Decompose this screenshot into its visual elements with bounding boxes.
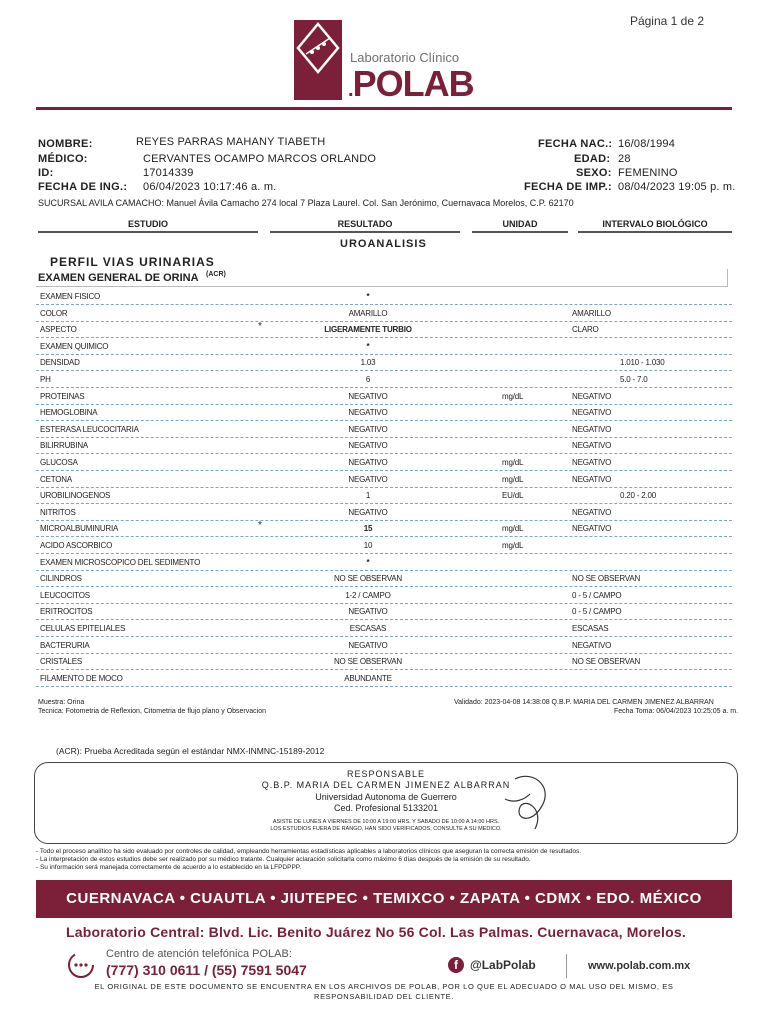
row-result: 1-2 / CAMPO (345, 590, 391, 600)
fecha-ing-value: 06/04/2023 10:17:46 a. m. (143, 181, 277, 193)
exam-title: EXAMEN GENERAL DE ORINA (38, 272, 199, 284)
nombre-label: NOMBRE: (38, 138, 93, 150)
phone-icon (66, 950, 96, 985)
sexo-value: FEMENINO (618, 167, 678, 179)
row-reference: NEGATIVO (572, 507, 612, 517)
table-row (36, 339, 732, 355)
facebook-handle[interactable]: @LabPolab (470, 958, 536, 972)
row-result: 1.03 (360, 358, 376, 368)
table-row (36, 538, 732, 554)
row-result: * (366, 292, 370, 301)
row-reference: NEGATIVO (572, 524, 612, 534)
row-study-name: BILIRRUBINA (40, 441, 89, 451)
exam-title-row (36, 269, 728, 287)
row-study-name: CILINDROS (40, 574, 82, 584)
table-row (36, 604, 732, 620)
header-divider (36, 107, 732, 110)
row-reference: CLARO (572, 325, 599, 335)
row-unit: mg/dL (502, 391, 524, 401)
row-result: NEGATIVO (348, 640, 388, 650)
row-result: NEGATIVO (348, 441, 388, 451)
row-study-name: EXAMEN FISICO (40, 292, 101, 301)
row-range: 1.010 - 1.030 (620, 358, 665, 368)
fecha-nac-label: FECHA NAC.: (538, 138, 613, 150)
nombre-value: REYES PARRAS MAHANY TIABETH (136, 136, 326, 148)
section-title: UROANALISIS (340, 238, 427, 250)
table-row (36, 588, 732, 604)
row-study-name: EXAMEN MICROSCOPICO DEL SEDIMENTO (40, 557, 201, 567)
row-flag-star: * (258, 520, 262, 532)
row-study-name: CELULAS EPITELIALES (40, 624, 126, 633)
medico-value: CERVANTES OCAMPO MARCOS ORLANDO (143, 153, 377, 165)
acr-note: (ACR): Prueba Acreditada según el estándar NMX-INMNC-15189-2012 (56, 746, 325, 756)
table-row (36, 521, 732, 537)
footer-text: EL ORIGINAL DE ESTE DOCUMENTO SE ENCUENTRA EN LOS ARCHIVOS DE POLAB, POR LO QUE EL ADECUADO O MAL USO DEL MISMO, ES RESPONSABILIDAD DEL CLIENTE. (94, 982, 674, 1001)
table-row (36, 488, 732, 504)
header-estudio: ESTUDIO (38, 219, 258, 233)
responsable-box (34, 762, 738, 844)
fecha-toma: Fecha Toma: 06/04/2023 10:25:05 a. m. (614, 708, 739, 715)
table-row (36, 306, 732, 322)
header-resultado: RESULTADO (270, 219, 460, 233)
row-unit: mg/dL (502, 474, 524, 484)
logo-subtitle: Laboratorio Clínico (350, 50, 460, 65)
row-result: NEGATIVO (348, 607, 388, 617)
logo-mark-icon (294, 20, 342, 100)
row-result: NEGATIVO (348, 424, 388, 434)
row-result: NEGATIVO (348, 408, 388, 418)
table-row (36, 372, 732, 388)
row-reference: NEGATIVO (572, 458, 612, 467)
responsable-ced: Ced. Profesional 5133201 (333, 803, 439, 813)
row-study-name: ERITROCITOS (40, 607, 93, 617)
table-row (36, 638, 732, 654)
row-range: 5.0 - 7.0 (620, 375, 648, 384)
row-result: 10 (363, 541, 373, 550)
responsable-title: RESPONSABLE (346, 769, 426, 779)
table-row (36, 472, 732, 488)
table-row (36, 405, 732, 421)
row-result: 15 (363, 524, 373, 534)
row-range: 0.20 - 2.00 (620, 491, 657, 501)
sexo-label: SEXO: (576, 167, 612, 179)
row-study-name: PROTEINAS (40, 391, 85, 401)
edad-value: 28 (618, 153, 631, 165)
row-flag-star: * (258, 321, 262, 333)
row-study-name: ASPECTO (40, 325, 77, 335)
row-reference: NO SE OBSERVAN (572, 574, 641, 584)
row-study-name: ESTERASA LEUCOCITARIA (40, 424, 139, 434)
row-result: AMARILLO (348, 308, 388, 318)
row-result: NO SE OBSERVAN (333, 657, 403, 667)
note-2: - La interpretación de estos estudios debe ser realizado por su médico tratante. Cualquier aclaración solicitarla como máximo 6 días después de la emisión de su resultado. (36, 856, 531, 863)
note-3: - Su información será manejada correctamente de acuerdo a lo establecido en la LFPDPPP. (36, 864, 302, 871)
row-study-name: HEMOGLOBINA (40, 408, 98, 418)
polab-logo (294, 20, 484, 104)
row-study-name: MICROALBUMINURIA (40, 524, 119, 534)
cities-band: CUERNAVACA • CUAUTLA • JIUTEPEC • TEMIXCO • ZAPATA • CDMX • EDO. MÉXICO (36, 880, 732, 918)
row-unit: mg/dL (502, 458, 524, 467)
id-label: ID: (38, 167, 54, 179)
header-unidad: UNIDAD (472, 219, 568, 233)
fecha-imp-value: 08/04/2023 19:05 p. m. (618, 181, 736, 193)
table-row (36, 355, 732, 371)
row-reference: NEGATIVO (572, 424, 612, 434)
row-study-name: CRISTALES (40, 657, 83, 667)
responsable-name: Q.B.P. MARIA DEL CARMEN JIMENEZ ALBARRAN (261, 780, 511, 790)
row-study-name: CETONA (40, 474, 72, 484)
row-study-name: COLOR (40, 308, 68, 318)
row-reference: NEGATIVO (572, 441, 612, 451)
row-reference: NEGATIVO (572, 408, 612, 418)
row-result: NEGATIVO (348, 391, 388, 401)
tecnica: Tecnica: Fotometria de Reflexion, Citometria de flujo plano y Observacion (38, 708, 266, 715)
facebook-icon: f (448, 957, 464, 973)
row-study-name: ACIDO ASCORBICO (40, 541, 113, 550)
muestra: Muestra: Orina (38, 699, 85, 706)
row-reference: 0 - 5 / CAMPO (572, 607, 622, 617)
row-reference: NEGATIVO (572, 391, 612, 401)
signature-icon (485, 769, 565, 839)
table-row (36, 289, 732, 305)
page-number: Página 1 de 2 (629, 14, 704, 28)
row-reference: AMARILLO (572, 308, 611, 318)
table-row (36, 671, 732, 687)
profile-title: PERFIL VIAS URINARIAS (50, 255, 215, 269)
phone-label: Centro de atención telefónica POLAB: (106, 948, 292, 960)
table-row (36, 422, 732, 438)
fecha-ing-label: FECHA DE ING.: (38, 181, 128, 193)
id-value: 17014339 (143, 167, 194, 179)
row-reference: 0 - 5 / CAMPO (572, 590, 622, 600)
table-row (36, 389, 732, 405)
central-address: Laboratorio Central: Blvd. Lic. Benito Juárez No 56 Col. Las Palmas. Cuernavaca, Morelos. (66, 924, 686, 940)
responsable-uni: Universidad Autonoma de Guerrero (315, 792, 457, 802)
disclaimer-notes (36, 848, 581, 872)
table-row (36, 571, 732, 587)
header-intervalo: INTERVALO BIOLÓGICO (578, 219, 732, 233)
row-study-name: UROBILINOGENOS (40, 491, 111, 501)
row-study-name: PH (40, 375, 51, 384)
row-result: ESCASAS (349, 624, 387, 633)
row-result: 6 (365, 375, 371, 384)
table-row (36, 555, 732, 571)
table-row (36, 438, 732, 454)
table-row (36, 505, 732, 521)
row-study-name: NITRITOS (40, 507, 76, 517)
note-1: - Todo el proceso analítico ha sido evaluado por controles de calidad, empleando herramientas estadísticas aplicables a laboratorios clínicos que aseguran la correcta emisión de resultados. (36, 848, 582, 855)
row-reference: NEGATIVO (572, 474, 612, 484)
row-study-name: EXAMEN QUIMICO (40, 341, 109, 351)
row-result: 1 (365, 491, 371, 501)
row-reference: NEGATIVO (572, 640, 612, 650)
edad-label: EDAD: (574, 153, 611, 165)
row-study-name: DENSIDAD (40, 358, 80, 368)
row-result: NEGATIVO (348, 474, 388, 484)
row-study-name: FILAMENTO DE MOCO (40, 673, 123, 683)
validado: Validado: 2023-04-08 14:38:08 Q.B.P. MARIA DEL CARMEN JIMENEZ ALBARRAN (454, 699, 714, 706)
row-study-name: BACTERURIA (40, 640, 90, 650)
sucursal-address: SUCURSAL AVILA CAMACHO: Manuel Ávila Camacho 274 local 7 Plaza Laurel. Col. San Jerónimo, Cuernavaca Morelos, C.P. 62170 (38, 198, 574, 208)
row-result: NO SE OBSERVAN (333, 574, 403, 584)
row-unit: mg/dL (502, 541, 524, 550)
fecha-nac-value: 16/08/1994 (618, 138, 676, 150)
row-study-name: LEUCOCITOS (40, 590, 90, 600)
row-result: * (366, 557, 370, 567)
medico-label: MÉDICO: (38, 153, 88, 165)
row-unit: EU/dL (502, 491, 524, 501)
table-row (36, 455, 732, 471)
row-unit: mg/dL (502, 524, 524, 534)
exam-title-sup: (ACR) (206, 271, 226, 278)
row-reference: ESCASAS (572, 624, 609, 633)
row-reference: NO SE OBSERVAN (572, 657, 641, 667)
row-result: NEGATIVO (348, 507, 388, 517)
table-row (36, 322, 732, 338)
table-row (36, 654, 732, 670)
table-row (36, 621, 732, 637)
contact-divider (566, 954, 567, 978)
phone-numbers: (777) 310 0611 / (55) 7591 5047 (106, 962, 307, 978)
row-result: * (366, 341, 370, 351)
responsable-note2: LOS ESTUDIOS FUERA DE RANGO, HAN SIDO VERIFICADOS, CONSULTE A SU MEDICO. (270, 826, 502, 832)
responsable-note1: ASISTE DE LUNES A VIERNES DE 10:00 A 19:00 HRS. Y SABADO DE 10:00 A 14:00 HRS. (272, 819, 500, 825)
logo-title: .POLAB (348, 63, 474, 104)
website-link[interactable]: www.polab.com.mx (588, 960, 691, 972)
row-result: NEGATIVO (348, 458, 388, 467)
fecha-imp-label: FECHA DE IMP.: (524, 181, 612, 193)
row-study-name: GLUCOSA (40, 458, 78, 467)
row-result: LIGERAMENTE TURBIO (324, 325, 412, 335)
row-result: ABUNDANTE (344, 673, 392, 683)
